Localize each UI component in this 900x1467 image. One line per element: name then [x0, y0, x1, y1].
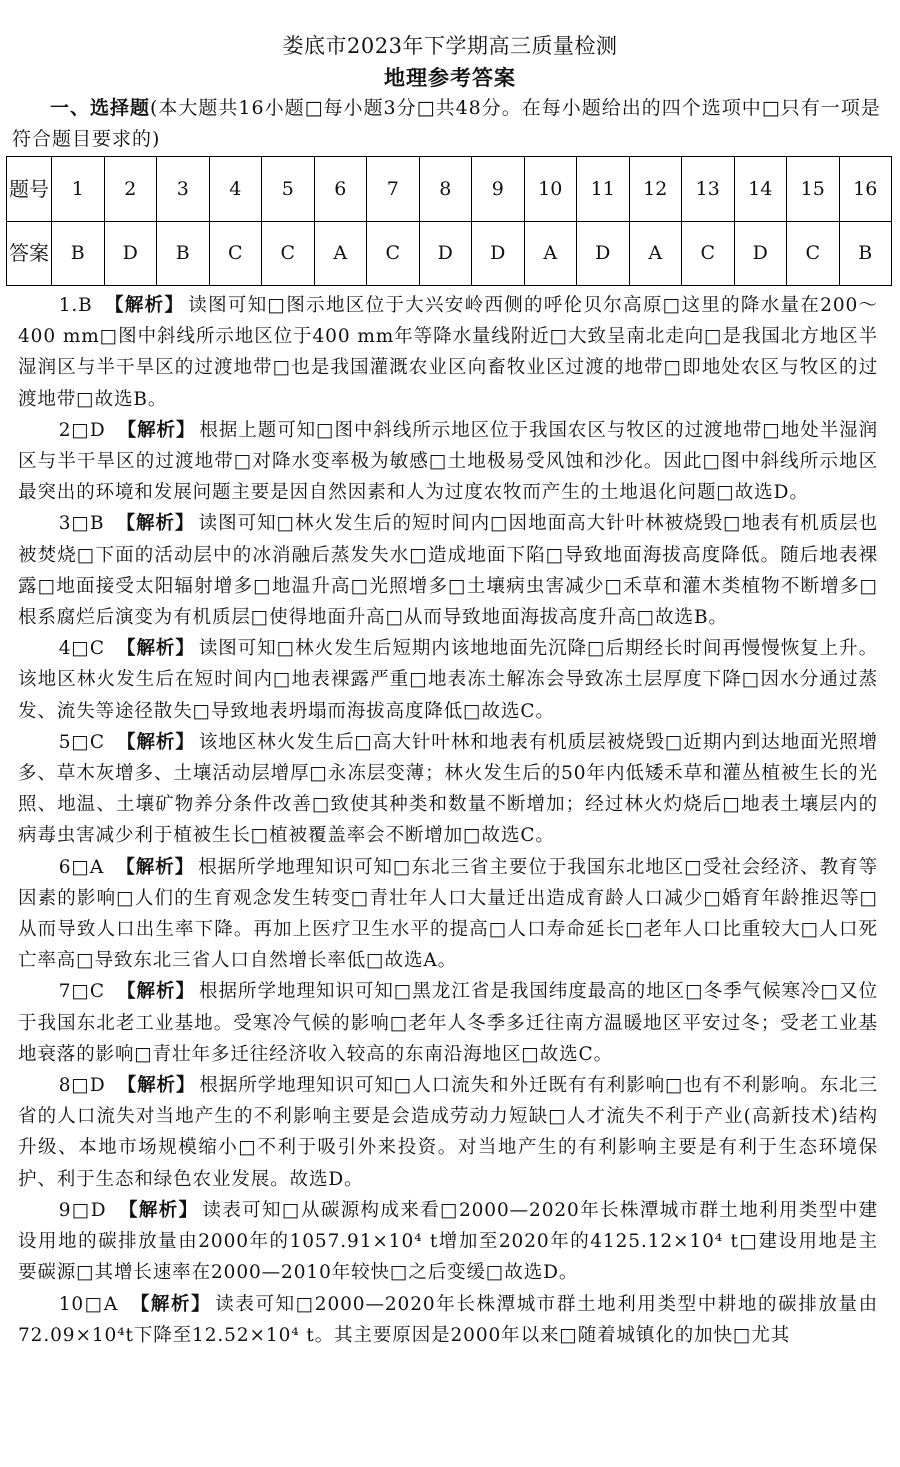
q-number: 12: [629, 157, 682, 222]
answer-cell: A: [629, 221, 682, 286]
q-number: 15: [787, 157, 840, 222]
answer-cell: C: [262, 221, 315, 286]
item-number: 1.B: [58, 295, 93, 316]
q-number: 3: [157, 157, 210, 222]
answer-cell: D: [419, 221, 472, 286]
q-number: 2: [104, 157, 157, 222]
item-number: 3□B: [58, 513, 105, 535]
item-text: 读表可知□从碳源构成来看□2000—2020年长株潭城市群土地利用类型中建设用地的碳排放量由2000年的1057.91×10⁴ t增加至2020年的4125.12×10⁴ t□建设用地是主要碳源□其增长速率在2000—2010年较快□之后变缓□故选D。: [18, 1199, 878, 1284]
analysis-item: [18, 415, 878, 509]
analysis-item: [18, 1070, 878, 1195]
analysis-tag: 【解析】: [104, 295, 185, 316]
document-subtitle: 地理参考答案: [384, 65, 516, 90]
answer-table: [6, 156, 892, 286]
item-number: 7□C: [58, 981, 105, 1003]
q-number: 13: [682, 157, 735, 222]
q-number: 14: [734, 157, 787, 222]
analysis-tag: 【解析】: [130, 1293, 212, 1315]
item-text: 读图可知□林火发生后短期内该地地面先沉降□后期经长时间再慢慢恢复上升。该地区林火发生后在短时间内□地表裸露严重□地表冻土解冻会导致冻土层厚度下降□因水分通过蒸发、流失等途径散失□导致地表坍塌而海拔高度降低□故选C。: [18, 638, 878, 722]
analysis-item: [18, 976, 878, 1070]
answer-cell: B: [157, 221, 210, 286]
section-title: 一、选择题: [50, 97, 151, 119]
item-number: 5□C: [58, 731, 105, 753]
analysis-tag: 【解析】: [117, 419, 196, 441]
analysis-tag: 【解析】: [116, 513, 195, 535]
analysis-item: [18, 633, 878, 727]
analysis-tag: 【解析】: [116, 731, 195, 753]
document-title: 娄底市2023年下学期高三质量检测: [282, 34, 618, 58]
q-number: 4: [209, 157, 262, 222]
q-number: 10: [524, 157, 577, 222]
q-number: 11: [577, 157, 630, 222]
section-note: (本大题共16小题□每小题3分□共48分。在每小题给出的四个选项中□只有一项是符合题目要求的): [12, 97, 881, 150]
answer-cell: D: [104, 221, 157, 286]
answer-cell: C: [787, 221, 840, 286]
answer-cell: C: [367, 221, 420, 286]
analysis-item: [18, 1289, 878, 1351]
answer-row: [7, 221, 892, 286]
q-number: 1: [52, 157, 105, 222]
item-number: 9□D: [58, 1199, 107, 1221]
analysis-item: [18, 290, 878, 415]
item-text: 根据所学地理知识可知□人口流失和外迁既有有利影响□也有不利影响。东北三省的人口流失对当地产生的不利影响主要是会造成劳动力短缺□人才流失不利于产业(高新技术)结构升级、本地市场规模缩小□不利于吸引外来投资。对当地产生的有利影响主要是有利于生态环境保护、利于生态和绿色农业发展。故选D。: [18, 1075, 878, 1190]
item-number: 6□A: [58, 856, 105, 878]
item-text: 读图可知□林火发生后的短时间内□因地面高大针叶林被烧毁□地表有机质层也被焚烧□下面的活动层中的冰消融后蒸发失水□造成地面下陷□导致地面海拔高度降低。随后地表裸露□地面接受太阳辐射增多□地温升高□光照增多□土壤病虫害减少□禾草和灌木类植物不断增多□根系腐烂后演变为有机质层□使得地面升高□从而导致地面海拔高度升高□故选B。: [18, 513, 878, 629]
item-text: 根据所学地理知识可知□东北三省主要位于我国东北地区□受社会经济、教育等因素的影响□人们的生育观念发生转变□青壮年人口大量迁出造成育龄人口减少□婚育年龄推迟等□从而导致人口出生率下降。再加上医疗卫生水平的提高□人口寿命延长□老年人口比重较大□人口死亡率高□导致东北三省人口自然增长率低□故选A。: [18, 856, 879, 972]
item-number: 4□C: [58, 638, 105, 660]
answer-cell: C: [682, 221, 735, 286]
analysis-item: [18, 852, 878, 977]
item-text: 读表可知□2000—2020年长株潭城市群土地利用类型中耕地的碳排放量由72.09×10⁴t下降至12.52×10⁴ t。其主要原因是2000年以来□随着城镇化的加快□尤其: [18, 1293, 878, 1346]
item-text: 根据上题可知□图中斜线所示地区位于我国农区与牧区的过渡地带□地处半湿润区与半干旱区的过渡地带□对降水变率极为敏感□土地极易受风蚀和沙化。因此□图中斜线所示地区最突出的环境和发展问题主要是因自然因素和人为过度农牧而产生的土地退化问题□故选D。: [18, 419, 878, 504]
answer-cell: B: [839, 221, 892, 286]
answer-cell: D: [472, 221, 525, 286]
item-text: 读图可知□图示地区位于大兴安岭西侧的呼伦贝尔高原□这里的降水量在200～400 mm□图中斜线所示地区位于400 mm年等降水量线附近□大致呈南北走向□是我国北方地区半湿润区与半干旱区的过渡地带□也是我国灌溉农业区向畜牧业区过渡的地带□即地处农区与牧区的过渡地带□故选B。: [18, 295, 878, 410]
item-number: 2□D: [58, 419, 106, 441]
analysis-tag: 【解析】: [117, 1075, 196, 1097]
section-heading: [12, 93, 888, 155]
answer-cell: D: [577, 221, 630, 286]
q-number: 16: [839, 157, 892, 222]
analysis-item: [18, 1195, 878, 1289]
q-number: 7: [367, 157, 420, 222]
answer-cell: B: [52, 221, 105, 286]
item-number: 8□D: [58, 1075, 106, 1097]
analysis-item: [18, 727, 878, 852]
item-text: 根据所学地理知识可知□黑龙江省是我国纬度最高的地区□冬季气候寒冷□又位于我国东北老工业基地。受寒冷气候的影响□老年人冬季多迁往南方温暖地区平安过冬；受老工业基地衰落的影响□青壮年多迁往经济收入较高的东南沿海地区□故选C。: [18, 981, 878, 1065]
item-text: 该地区林火发生后□高大针叶林和地表有机质层被烧毁□近期内到达地面光照增多、草木灰增多、土壤活动层增厚□永冻层变薄；林火发生后的50年内低矮禾草和灌丛植被生长的光照、地温、土壤矿物养分条件改善□致使其种类和数量不断增加；经过林火灼烧后□地表土壤层内的病毒虫害减少利于植被生长□植被覆盖率会不断增加□故选C。: [18, 731, 878, 847]
answer-cell: A: [314, 221, 367, 286]
analysis-tag: 【解析】: [118, 1199, 199, 1221]
analysis-item: [18, 508, 878, 633]
analysis-list: [18, 290, 878, 1351]
q-number: 8: [419, 157, 472, 222]
analysis-tag: 【解析】: [116, 638, 195, 660]
question-number-row: [7, 157, 892, 222]
row-label-answer: 答案: [7, 221, 52, 286]
answer-cell: D: [734, 221, 787, 286]
q-number: 5: [262, 157, 315, 222]
analysis-tag: 【解析】: [116, 981, 196, 1003]
item-number: 10□A: [58, 1293, 119, 1315]
answer-cell: C: [209, 221, 262, 286]
answer-cell: A: [524, 221, 577, 286]
analysis-tag: 【解析】: [116, 856, 195, 878]
q-number: 9: [472, 157, 525, 222]
row-label-number: 题号: [7, 157, 52, 222]
q-number: 6: [314, 157, 367, 222]
